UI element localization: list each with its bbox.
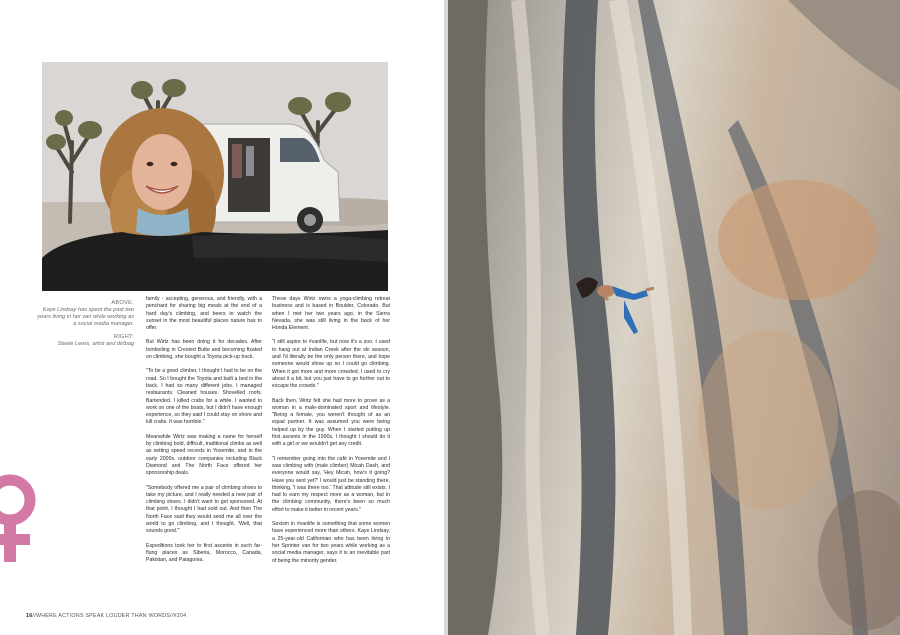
photo-caption [36,300,134,354]
caption-right-label: RIGHT: [113,334,134,340]
paragraph: Sexism in #vanlife is something that some women have experienced more than others. Kaye Lindsay, a 25-year-old Californian who has been living in her Sprinter van for two years while working as a social media manager, says it is an inevitable part of being the minority gender. [272,521,390,564]
folio-issue: #204 [173,613,187,619]
caption-above-text: Kaye Lindsay has spent the past two years living in her van while working as a social media manager. [37,307,134,327]
page-number: 16 [26,613,33,619]
article-column-1 [146,296,262,572]
caption-above-label: ABOVE: [111,300,134,306]
paragraph: These days Wirtz owns a yoga-climbing retreat business and is based in Boulder, Colorado. But when I met her two years ago, in the Sierra Nevada, she was still living in the back of her Honda Element. [272,296,390,332]
article-column-2 [272,296,390,572]
paragraph: Meanwhile Wirtz was making a name for herself by climbing bold, difficult, traditional climbs as well as setting speed records in Yosemite, and in the early 2000s, outdoor companies including Black Diamond and The North Face offered her sponsorship deals. [146,433,262,477]
paragraph: Expeditions took her to first ascents in such far-flung places as Siberia, Morocco, Canada, Pakistan, and Patagonia. [146,542,262,564]
folio-text: WHERE ACTIONS SPEAK LOUDER THAN WORDS [35,613,171,619]
paragraph: "I still aspire to #vanlife, but now it's a zoo. I used to hang out at Indian Creek after the ski season, and I'd literally be the only person there, and hope someone would show up so I could go climbing. When it got more and more crowded, I used to cry about it a bit, but you just have to go further out to escape the crowds." [272,339,390,390]
photo-woman-with-van [42,62,388,291]
paragraph: family - accepting, generous, and friendly, with a penchant for sharing big meals at the end of a hard day's climbing, and beers to watch the sunset in the most beautiful places nature has to offer. [146,296,262,332]
paragraph: "To be a good climber, I thought I had to be on the road. So I bought the Toyota and built a bed in the back. I had so many different jobs. I managed restaurants. Cleaned houses. Shovelled roofs. Bartended. I killed crabs for a while. I wanted to work on one of the boats, but I didn't have enough experience, so they said I could stay on shore and kill crabs. It was horrible." [146,368,262,426]
caption-right-text: Steele Lewis, artist and dirtbag [57,341,134,347]
venus-symbol-icon [0,470,36,575]
photo-climber-on-rock-wall [448,0,900,635]
page-folio: 16//WHERE ACTIONS SPEAK LOUDER THAN WORDS//#204 [26,613,187,619]
paragraph: "I remember going into the café in Yosemite and I was climbing with (male climber) Micah Dash, and everyone would say, 'Hey Micah, how's it going? Have you sent yet?' I would just be standing there, thinking, 'I was there too.' That attitude still exists. I had to earn my respect more as a woman, but in the climbing community, there's been so much effort to make it better in recent years." [272,455,390,513]
paragraph: But Wirtz has been doing it for decades. After tomboiling in Crested Butte and becoming fixated on climbing, she bought a Toyota pick-up truck. [146,339,262,361]
left-page [0,0,444,635]
paragraph: Back then, Wirtz felt she had more to prove as a woman in a male-dominated sport and lifestyle. "Being a female, you weren't thought of as an equal partner. It was assumed you were being helped up by the guy. When I started putting up first ascents in the 1990s, I thought I should do it with a girl or we wouldn't get any credit. [272,397,390,448]
paragraph: "Somebody offered me a pair of climbing shoes to take my picture, and I really needed a new pair of climbing shoes. I didn't want to get sponsored. At that point, I thought I had sold out. And then The North Face said they would send me all over the world to go climbing, and I thought, 'Well, that sounds good.'" [146,484,262,535]
